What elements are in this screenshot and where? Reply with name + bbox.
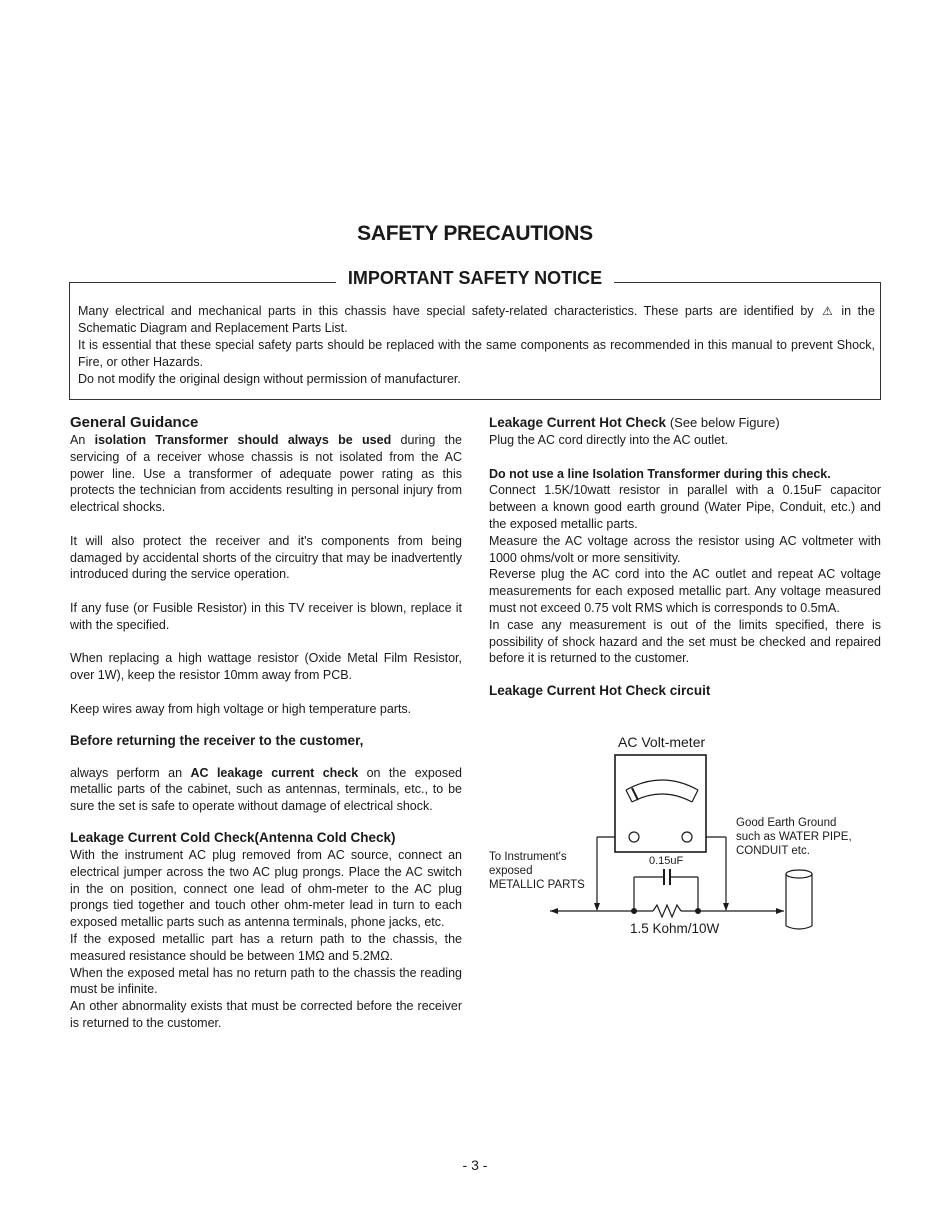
meter-needle: [632, 788, 638, 800]
guidance-paragraph-2: It will also protect the receiver and it's components from being damaged by accidental shorts of the circuitry that may be inadvertently introduced during the service operation.: [70, 533, 462, 582]
notice-heading: IMPORTANT SAFETY NOTICE: [336, 268, 614, 288]
hot-check-circuit-diagram: [486, 730, 886, 940]
page-number: - 3 -: [462, 1157, 488, 1173]
general-guidance-heading: General Guidance: [70, 414, 199, 431]
metallic-parts-label-1: To Instrument's: [489, 851, 567, 863]
hot-check-paragraph-4: Reverse plug the AC cord into the AC outlet and repeat AC voltage measurements for each exposed metallic part. Any voltage measured must not exceed 0.75 volt RMS which is corresponds to 0.5mA.: [489, 567, 881, 615]
hot-check-paragraph-5: In case any measurement is out of the limits specified, there is possibility of shock hazard and the set must be checked and repaired before it is returned to the customer.: [489, 617, 881, 666]
earth-ground-label-3: CONDUIT etc.: [736, 845, 810, 857]
before-returning-heading: Before returning the receiver to the customer,: [70, 732, 364, 748]
right-column: [489, 414, 881, 700]
notice-paragraph-2: It is essential that these special safety parts should be replaced with the same components as recommended in this manual to prevent Shock, Fire, or other Hazards.: [78, 338, 875, 369]
hot-check-paragraph-3: Measure the AC voltage across the resistor using AC voltmeter with 1000 ohms/volt or more sensitivity.: [489, 533, 881, 565]
meter-terminal-left: [629, 832, 639, 842]
arrow-right-lead: [723, 903, 729, 911]
text: always perform an: [70, 765, 183, 780]
meter-scale-left: [626, 790, 632, 802]
text: An: [70, 433, 86, 447]
hot-check-title: Leakage Current Hot Check: [489, 415, 667, 430]
notice-paragraph-3: Do not modify the original design without permission of manufacturer.: [78, 372, 461, 386]
guidance-paragraph-3: If any fuse (or Fusible Resistor) in this TV receiver is blown, replace it with the specified.: [70, 600, 462, 632]
notice-line-1b: in the Schematic Diagram and Replacement Parts List.: [78, 304, 875, 335]
junction-left: [631, 908, 637, 914]
meter-scale: [626, 780, 698, 790]
guidance-paragraph-6: [70, 765, 462, 815]
left-column: [70, 414, 462, 1032]
bold-text: isolation Transformer should always be used: [94, 433, 392, 447]
resistor-label: 1.5 Kohm/10W: [630, 921, 720, 936]
cold-check-paragraph-2: If the exposed metallic part has a return path to the chassis, the measured resistance should be between 1MΩ and 5.2MΩ.: [70, 931, 462, 963]
hot-check-paragraph-1: Plug the AC cord directly into the AC outlet.: [489, 433, 729, 447]
notice-heading-wrap: [0, 268, 950, 289]
resistor: [653, 905, 681, 917]
junction-right: [695, 908, 701, 914]
guidance-paragraph-4: When replacing a high wattage resistor (Oxide Metal Film Resistor, over 1W), keep the resistor 10mm away from PCB.: [70, 651, 462, 683]
hot-check-warning: Do not use a line Isolation Transformer during this check.: [489, 466, 831, 481]
cold-check-heading: Leakage Current Cold Check(Antenna Cold Check): [70, 829, 396, 845]
notice-paragraph-1: [78, 303, 875, 337]
cold-check-paragraph-4: An other abnormality exists that must be corrected before the receiver is returned to the customer.: [70, 999, 462, 1030]
hot-check-circuit-heading: Leakage Current Hot Check circuit: [489, 683, 711, 699]
guidance-paragraph-5: Keep wires away from high voltage or high temperature parts.: [70, 701, 412, 716]
hot-check-heading: [489, 414, 881, 432]
earth-ground-label-1: Good Earth Ground: [736, 817, 837, 829]
notice-body: [78, 303, 875, 388]
hot-check-note: (See below Figure): [669, 415, 780, 430]
metallic-parts-label-3: METALLIC PARTS: [489, 879, 585, 891]
pipe-top: [786, 870, 812, 878]
guidance-paragraph-1: [70, 432, 462, 516]
capacitor-label: 0.15uF: [649, 855, 684, 867]
arrow-right: [776, 908, 784, 914]
bold-text: AC leakage current check: [190, 765, 359, 780]
voltmeter-label: AC Volt-meter: [618, 734, 706, 750]
warning-triangle-icon: ⚠: [822, 304, 833, 318]
metallic-parts-label-2: exposed: [489, 865, 533, 877]
meter-terminal-right: [682, 832, 692, 842]
text: on the exposed metallic parts of the cabinet, such as antennas, terminals, etc., to be sure the set is safe to operate without damage of electrical shock.: [70, 765, 462, 814]
page-title: SAFETY PRECAUTIONS: [357, 222, 593, 245]
cold-check-paragraph-3: When the exposed metal has no return path to the chassis the reading must be infinite.: [70, 965, 462, 997]
meter-scale-right: [692, 790, 698, 802]
hot-check-paragraph-2: Connect 1.5K/10watt resistor in parallel with a 0.15uF capacitor between a known good earth ground (Water Pipe, Conduit, etc.) and the exposed metallic parts.: [489, 483, 881, 531]
text: during the servicing of a receiver whose chassis is not isolated from the AC power line. Use a transformer of adequate power rating as this protects the technician from accidents resulting in personal injury from electrical shocks.: [70, 433, 462, 515]
meter-scale-inner: [632, 794, 692, 802]
arrow-left-lead: [594, 903, 600, 911]
earth-ground-label-2: such as WATER PIPE,: [736, 831, 852, 843]
arrow-left: [550, 908, 558, 914]
notice-line-1a: Many electrical and mechanical parts in this chassis have special safety-related characteristics. These parts are identified by: [78, 304, 814, 318]
pipe-bottom: [786, 926, 812, 929]
cold-check-paragraph-1: With the instrument AC plug removed from AC source, connect an electrical jumper across the two AC plug prongs. Place the AC switch in the on position, connect one lead of ohm-meter to the AC plug prongs tied together and touch other ohm-meter lead in turn to each exposed metallic parts such as antenna terminals, phone jacks, etc.: [70, 847, 462, 930]
